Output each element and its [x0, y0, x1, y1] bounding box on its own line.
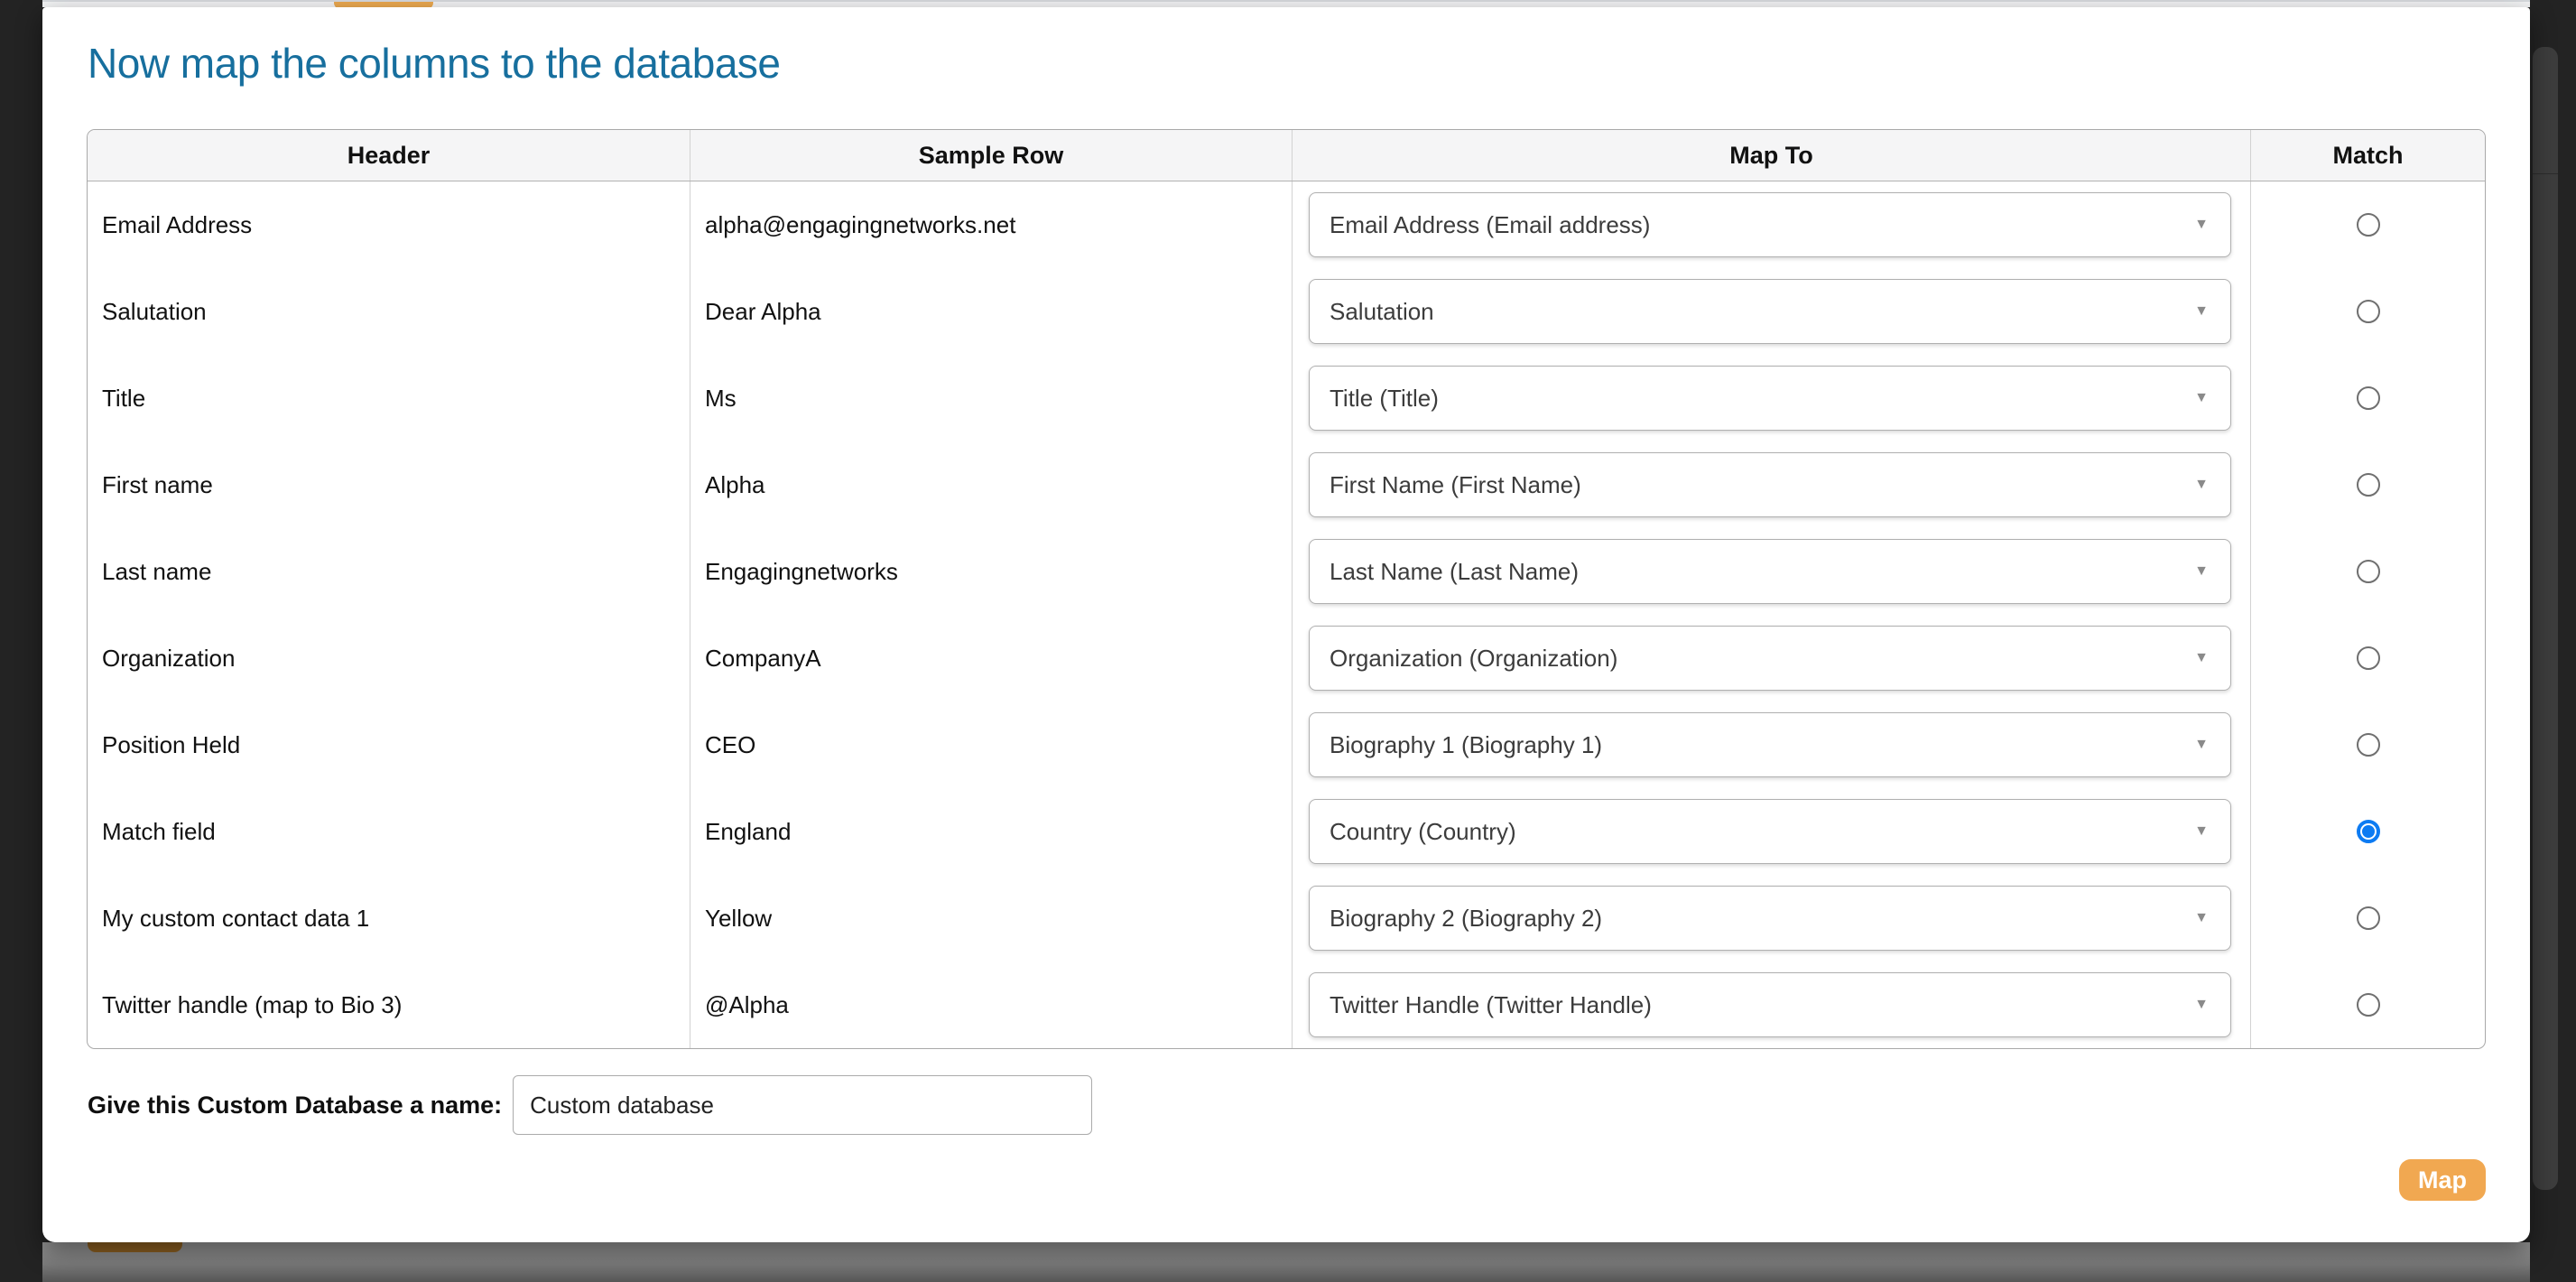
map-to-dropdown[interactable]	[1309, 799, 2231, 864]
row-header-cell	[88, 788, 690, 875]
match-radio[interactable]	[2357, 386, 2380, 410]
row-match-cell	[2250, 962, 2485, 1048]
row-sample-cell	[690, 615, 1292, 701]
row-sample-text: Alpha	[705, 470, 765, 498]
column-header-map-to: Map To	[1292, 130, 2250, 181]
row-sample-cell	[690, 788, 1292, 875]
row-mapto-cell	[1292, 268, 2250, 355]
row-mapto-cell	[1292, 355, 2250, 441]
row-sample-cell	[690, 268, 1292, 355]
row-sample-cell	[690, 528, 1292, 615]
map-button[interactable]: Map	[2399, 1159, 2486, 1201]
row-match-cell	[2250, 528, 2485, 615]
match-radio[interactable]	[2357, 213, 2380, 237]
row-header-cell	[88, 528, 690, 615]
row-sample-text: England	[705, 817, 792, 845]
row-mapto-cell	[1292, 181, 2250, 268]
column-header-header: Header	[347, 141, 431, 169]
row-header-text: Salutation	[102, 297, 207, 325]
table-row	[88, 268, 2485, 355]
chevron-down-icon: ▼	[2194, 477, 2209, 492]
map-to-selected-value: Country (Country)	[1330, 817, 1516, 845]
chevron-down-icon: ▼	[2194, 997, 2209, 1012]
map-to-selected-value: Email Address (Email address)	[1330, 210, 1651, 238]
row-sample-text: Dear Alpha	[705, 297, 821, 325]
row-header-text: Organization	[102, 644, 236, 672]
database-name-input[interactable]	[513, 1075, 1092, 1135]
row-match-cell	[2250, 875, 2485, 962]
table-body	[88, 181, 2485, 1048]
row-sample-cell	[690, 181, 1292, 268]
row-mapto-cell	[1292, 528, 2250, 615]
row-header-cell	[88, 615, 690, 701]
row-sample-cell	[690, 701, 1292, 788]
map-to-selected-value: Salutation	[1330, 297, 1434, 325]
match-radio[interactable]	[2357, 646, 2380, 670]
row-sample-text: @Alpha	[705, 990, 789, 1018]
table-row	[88, 962, 2485, 1048]
mapping-table	[87, 129, 2486, 1049]
chevron-down-icon: ▼	[2194, 737, 2209, 752]
chevron-down-icon: ▼	[2194, 823, 2209, 839]
map-to-dropdown[interactable]	[1309, 886, 2231, 951]
table-row	[88, 355, 2485, 441]
chevron-down-icon: ▼	[2194, 303, 2209, 319]
table-row	[88, 181, 2485, 268]
chevron-down-icon: ▼	[2194, 910, 2209, 925]
row-sample-cell	[690, 875, 1292, 962]
map-to-selected-value: Organization (Organization)	[1330, 644, 1618, 672]
database-name-label: Give this Custom Database a name:	[88, 1091, 503, 1119]
match-radio[interactable]	[2357, 993, 2380, 1017]
table-row	[88, 875, 2485, 962]
map-to-selected-value: Biography 1 (Biography 1)	[1330, 730, 1603, 758]
table-row	[88, 441, 2485, 528]
row-sample-cell	[690, 962, 1292, 1048]
map-to-dropdown[interactable]	[1309, 192, 2231, 257]
row-header-cell	[88, 701, 690, 788]
table-row	[88, 701, 2485, 788]
row-header-cell	[88, 441, 690, 528]
row-mapto-cell	[1292, 962, 2250, 1048]
row-header-text: First name	[102, 470, 213, 498]
map-to-dropdown[interactable]	[1309, 626, 2231, 691]
column-header-sample-row: Sample Row	[690, 130, 1292, 181]
chevron-down-icon: ▼	[2194, 563, 2209, 579]
match-radio[interactable]	[2357, 906, 2380, 930]
row-sample-text: CEO	[705, 730, 756, 758]
row-match-cell	[2250, 788, 2485, 875]
chevron-down-icon: ▼	[2194, 650, 2209, 665]
match-radio[interactable]	[2357, 473, 2380, 497]
row-mapto-cell	[1292, 615, 2250, 701]
match-radio[interactable]	[2357, 733, 2380, 757]
table-header-row	[88, 130, 2485, 181]
row-header-cell	[88, 268, 690, 355]
divider	[2533, 173, 2558, 174]
match-radio[interactable]	[2357, 560, 2380, 583]
row-header-cell	[88, 181, 690, 268]
row-match-cell	[2250, 441, 2485, 528]
column-header-match: Match	[2250, 130, 2485, 181]
row-match-cell	[2250, 701, 2485, 788]
row-match-cell	[2250, 615, 2485, 701]
map-to-dropdown[interactable]	[1309, 279, 2231, 344]
map-to-dropdown[interactable]	[1309, 712, 2231, 777]
database-name-row	[88, 1074, 1092, 1136]
row-mapto-cell	[1292, 875, 2250, 962]
map-to-selected-value: Biography 2 (Biography 2)	[1330, 904, 1603, 932]
row-match-cell	[2250, 355, 2485, 441]
chevron-down-icon: ▼	[2194, 390, 2209, 405]
row-sample-text: Ms	[705, 384, 737, 412]
map-to-selected-value: Twitter Handle (Twitter Handle)	[1330, 990, 1652, 1018]
background-page-bottom-strip	[42, 1242, 2530, 1282]
map-columns-modal	[42, 7, 2530, 1242]
table-row	[88, 528, 2485, 615]
row-header-text: Email Address	[102, 210, 253, 238]
row-header-cell	[88, 355, 690, 441]
match-radio[interactable]	[2357, 820, 2380, 843]
row-mapto-cell	[1292, 701, 2250, 788]
match-radio[interactable]	[2357, 300, 2380, 323]
row-header-text: Position Held	[102, 730, 241, 758]
map-to-dropdown[interactable]	[1309, 366, 2231, 431]
row-sample-text: Engagingnetworks	[705, 557, 898, 585]
page-title: Now map the columns to the database	[88, 40, 781, 87]
row-mapto-cell	[1292, 441, 2250, 528]
row-header-text: My custom contact data 1	[102, 904, 370, 932]
row-sample-text: alpha@engagingnetworks.net	[705, 210, 1016, 238]
row-sample-cell	[690, 441, 1292, 528]
map-to-dropdown[interactable]	[1309, 972, 2231, 1037]
row-header-cell	[88, 962, 690, 1048]
background-right-panel	[2533, 47, 2558, 1190]
table-row	[88, 788, 2485, 875]
map-to-dropdown[interactable]	[1309, 452, 2231, 517]
row-header-cell	[88, 875, 690, 962]
row-match-cell	[2250, 268, 2485, 355]
table-row	[88, 615, 2485, 701]
row-header-text: Match field	[102, 817, 216, 845]
map-to-dropdown[interactable]	[1309, 539, 2231, 604]
row-mapto-cell	[1292, 788, 2250, 875]
row-header-text: Title	[102, 384, 146, 412]
map-to-selected-value: Title (Title)	[1330, 384, 1439, 412]
row-match-cell	[2250, 181, 2485, 268]
row-header-text: Last name	[102, 557, 212, 585]
row-sample-cell	[690, 355, 1292, 441]
background-button-partial-bottom	[88, 1242, 182, 1252]
background-page-top-strip	[42, 0, 2530, 7]
map-to-selected-value: Last Name (Last Name)	[1330, 557, 1579, 585]
row-header-text: Twitter handle (map to Bio 3)	[102, 990, 403, 1018]
row-sample-text: CompanyA	[705, 644, 821, 672]
map-to-selected-value: First Name (First Name)	[1330, 470, 1581, 498]
chevron-down-icon: ▼	[2194, 217, 2209, 232]
row-sample-text: Yellow	[705, 904, 773, 932]
